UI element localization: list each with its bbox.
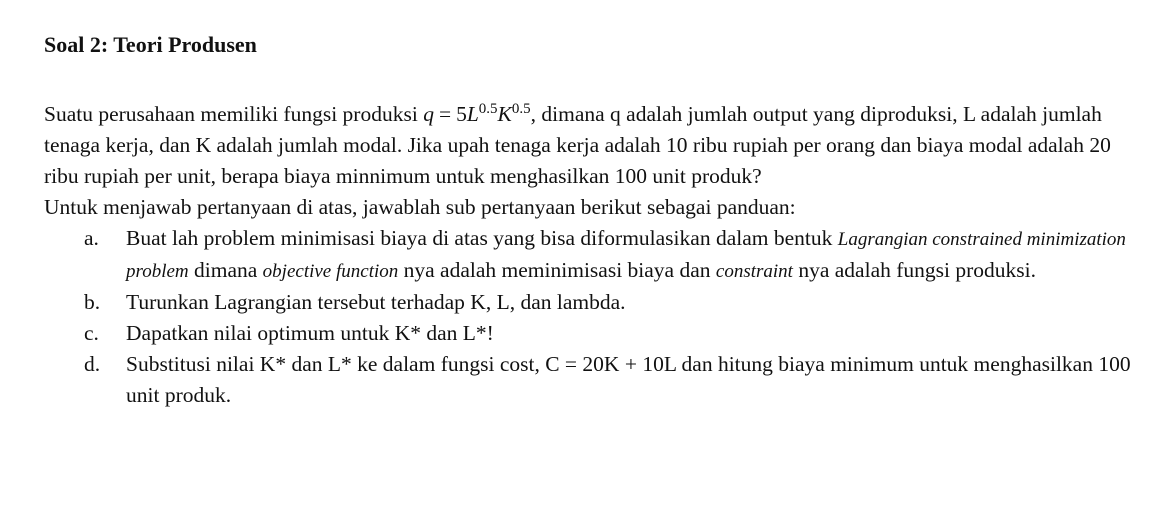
instruction-text: Untuk menjawab pertanyaan di atas, jawablah sub pertanyaan berikut sebagai panduan: bbox=[44, 195, 796, 219]
item-a-part2: dimana bbox=[188, 258, 263, 282]
list-marker: b. bbox=[84, 290, 101, 314]
list-item bbox=[44, 349, 1134, 411]
problem-text-start: Suatu perusahaan memiliki fungsi produksi bbox=[44, 102, 424, 126]
problem-paragraph bbox=[44, 99, 1134, 192]
item-a-term-constraint: constraint bbox=[715, 261, 793, 282]
item-a-part3: nya adalah meminimisasi biaya dan bbox=[398, 258, 716, 282]
list-item-text bbox=[126, 223, 1134, 287]
document-page bbox=[44, 30, 1134, 411]
item-a-term-lagrangian: Lagrangian constrained minimization problem bbox=[126, 229, 1126, 282]
item-a-part1: Buat lah problem minimisasi biaya di atas yang bisa diformulasikan dalam bentuk bbox=[126, 226, 838, 250]
formula-labor-var: L bbox=[466, 102, 479, 126]
list-item-text: Turunkan Lagrangian tersebut terhadap K, L, dan lambda. bbox=[126, 290, 626, 314]
list-item-text: Dapatkan nilai optimum untuk K* dan L*! bbox=[126, 321, 494, 345]
formula-lhs: q bbox=[423, 102, 434, 126]
list-marker: a. bbox=[84, 226, 99, 250]
production-function-formula bbox=[423, 102, 530, 126]
formula-labor-exponent: 0.5 bbox=[478, 101, 498, 117]
formula-capital-exponent: 0.5 bbox=[511, 101, 531, 117]
list-item bbox=[44, 287, 1134, 318]
formula-coefficient: 5 bbox=[456, 102, 467, 126]
sub-question-list bbox=[44, 223, 1134, 411]
list-item bbox=[44, 223, 1134, 287]
list-marker: c. bbox=[84, 321, 99, 345]
list-marker: d. bbox=[84, 352, 101, 376]
formula-equals: = bbox=[438, 102, 452, 126]
formula-capital-var: K bbox=[497, 102, 512, 126]
list-item-text: Substitusi nilai K* dan L* ke dalam fungsi cost, C = 20K + 10L dan hitung biaya minimum untuk menghasilkan 100 unit produk. bbox=[126, 352, 1131, 407]
item-a-part4: nya adalah fungsi produksi. bbox=[792, 258, 1036, 282]
problem-text-end: , dimana q adalah jumlah output yang diproduksi, L adalah jumlah tenaga kerja, dan K adalah jumlah modal. Jika upah tenaga kerja adalah 10 ribu rupiah per orang dan biaya modal adalah 20 ribu rupiah per unit, berapa biaya minnimum untuk menghasilkan 100 unit produk? bbox=[44, 102, 1111, 188]
item-a-term-objective: objective function bbox=[262, 261, 399, 282]
list-item bbox=[44, 318, 1134, 349]
section-title: Soal 2: Teori Produsen bbox=[44, 32, 257, 57]
